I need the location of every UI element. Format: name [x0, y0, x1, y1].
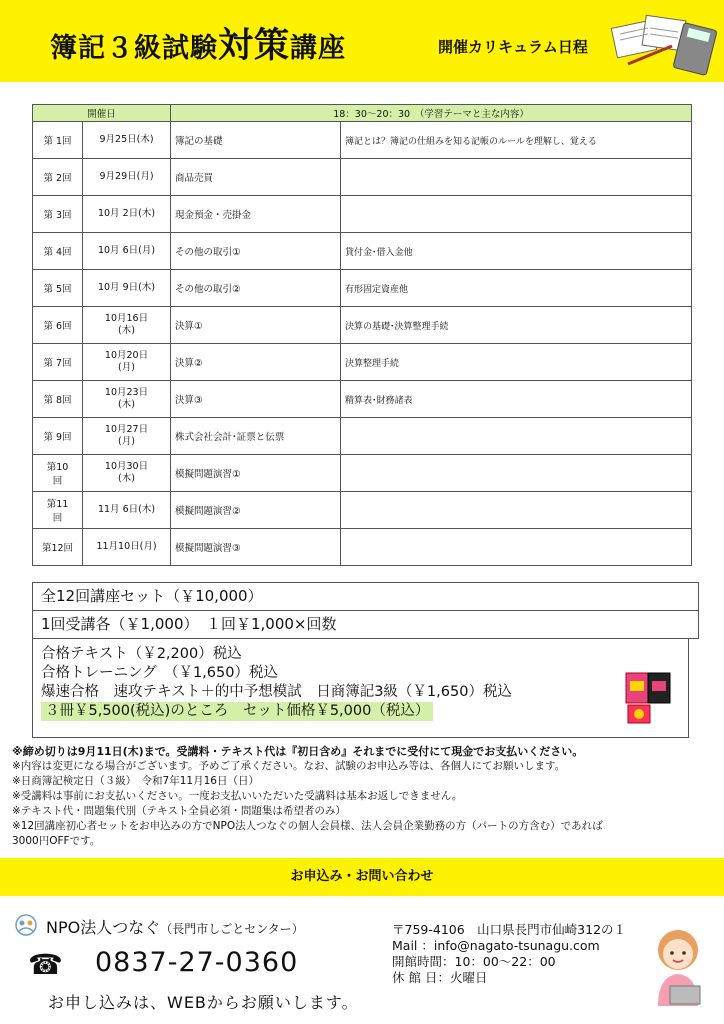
- mail-line[interactable]: Mail ：info@nagato-tsunagu.com: [392, 938, 600, 953]
- session-date: 10月 2日(木): [83, 196, 171, 233]
- closed-line: 休 館 日：火曜日: [392, 970, 488, 985]
- session-detail: [341, 418, 692, 455]
- table-row: [33, 196, 692, 233]
- session-number: 第 1回: [33, 122, 83, 159]
- table-row: [33, 418, 692, 455]
- session-topic: 模擬問題演習①: [171, 455, 341, 492]
- session-topic: 商品売買: [171, 159, 341, 196]
- set-price-highlight: ３冊￥5,500(税込)のところ セット価格￥5,000（税込）: [41, 702, 433, 721]
- table-row: [33, 492, 692, 529]
- session-number: 第 8回: [33, 381, 83, 418]
- table-row: [33, 159, 692, 196]
- table-row: [33, 122, 692, 159]
- schedule-table: [32, 104, 692, 566]
- note-item: ※テキスト代・問題集代別（テキスト全員必須・問題集は希望者のみ）: [12, 805, 346, 817]
- session-date: 10月27日 (月): [83, 418, 171, 455]
- session-number: 第11 回: [33, 492, 83, 529]
- page-title: 簿記３級試験対策講座: [50, 26, 347, 66]
- session-topic: 現金預金・売掛金: [171, 196, 341, 233]
- price-set: 全12回講座セット（￥10,000）: [32, 582, 699, 611]
- org-name: NPO法人つなぐ（長門市しごとセンター）: [46, 918, 304, 937]
- phone-number[interactable]: 0837-27-0360: [95, 947, 299, 978]
- table-row: [33, 455, 692, 492]
- session-number: 第12回: [33, 529, 83, 566]
- note-item: ※受講料は事前にお支払いください。一度お支払いいただいた受講料は基本お返しできません。: [12, 790, 463, 802]
- session-date: 10月20日 (月): [83, 344, 171, 381]
- textbook-price-3: 爆速合格 速攻テキスト＋的中予想模試 日商簿記3級（￥1,650）税込: [41, 684, 512, 700]
- session-topic: 決算①: [171, 307, 341, 344]
- session-date: 11月 6日(木): [83, 492, 171, 529]
- session-detail: 決算整理手続: [341, 344, 692, 381]
- session-number: 第 2回: [33, 159, 83, 196]
- note-deadline: ※締め切りは9月11日(木)まで。受講料・テキスト代は『初日含め』それまでに受付にて現金でお支払いください。: [12, 745, 584, 758]
- session-number: 第 4回: [33, 233, 83, 270]
- session-topic: 簿記の基礎: [171, 122, 341, 159]
- textbook-icon: [624, 669, 672, 725]
- session-topic: 株式会社会計･証票と伝票: [171, 418, 341, 455]
- staff-illustration: [648, 920, 708, 1006]
- session-date: 10月 6日(月): [83, 233, 171, 270]
- note-item: ※内容は変更になる場合がございます。予めご了承ください。なお、試験のお申込み等は、各個人にてお願いします。: [12, 760, 566, 772]
- session-detail: [341, 455, 692, 492]
- note-item: ※12回講座初心者セットをお申込みの方でNPO法人つなぐの個人会員様、法人会員企業勤務の方（パートの方含む）であれば: [12, 820, 603, 832]
- contact-address: [392, 922, 626, 986]
- session-number: 第 6回: [33, 307, 83, 344]
- session-detail: [341, 529, 692, 566]
- calculator-notebook-illustration: [608, 6, 720, 78]
- contact-bar: お申込み・お問い合わせ: [0, 858, 724, 896]
- session-number: 第 3回: [33, 196, 83, 233]
- header-banner: [0, 0, 724, 82]
- session-number: 第 5回: [33, 270, 83, 307]
- session-detail: 貸付金･借入金他: [341, 233, 692, 270]
- session-topic: 模擬問題演習②: [171, 492, 341, 529]
- session-detail: 精算表･財務諸表: [341, 381, 692, 418]
- session-topic: 決算③: [171, 381, 341, 418]
- session-date: 11月10日(月): [83, 529, 171, 566]
- session-date: 9月25日(木): [83, 122, 171, 159]
- session-number: 第 9回: [33, 418, 83, 455]
- textbook-price-2: 合格トレーニング （￥1,650）税込: [41, 665, 278, 681]
- session-detail: [341, 492, 692, 529]
- session-detail: 決算の基礎･決算整理手続: [341, 307, 692, 344]
- table-row: [33, 233, 692, 270]
- session-topic: その他の取引②: [171, 270, 341, 307]
- textbook-price-1: 合格テキスト（￥2,200）税込: [41, 646, 242, 662]
- textbook-prices: [32, 639, 689, 738]
- session-topic: 模擬問題演習③: [171, 529, 341, 566]
- session-topic: その他の取引①: [171, 233, 341, 270]
- table-row: [33, 307, 692, 344]
- session-date: 10月23日 (木): [83, 381, 171, 418]
- session-date: 10月 9日(木): [83, 270, 171, 307]
- session-detail: 簿記とは？簿記の仕組みを知る記帳のルールを理解し、覚える: [341, 122, 692, 159]
- session-topic: 決算②: [171, 344, 341, 381]
- phone-icon: ☎: [28, 948, 63, 981]
- table-row: [33, 270, 692, 307]
- hours-line: 開館時間：10：00～22：00: [392, 954, 556, 969]
- org-logo-icon: [14, 913, 38, 937]
- table-header-date: 開催日: [33, 105, 171, 122]
- apply-note: お申し込みは、WEBからお願いします。: [48, 993, 359, 1012]
- session-detail: [341, 196, 692, 233]
- page-subtitle: 開催カリキュラム日程: [438, 38, 588, 56]
- session-date: 10月16日 (木): [83, 307, 171, 344]
- table-row: [33, 529, 692, 566]
- price-single: 1回受講各（￥1,000） １回￥1,000×回数: [32, 610, 699, 639]
- session-date: 10月30日 (木): [83, 455, 171, 492]
- table-row: [33, 381, 692, 418]
- session-detail: [341, 159, 692, 196]
- session-number: 第 7回: [33, 344, 83, 381]
- session-date: 9月29日(月): [83, 159, 171, 196]
- notes: [12, 744, 716, 849]
- session-number: 第10 回: [33, 455, 83, 492]
- address-line: 〒759-4106 山口県長門市仙崎312の１: [392, 922, 627, 937]
- note-item: 3000円OFFです。: [12, 835, 101, 847]
- session-detail: 有形固定資産他: [341, 270, 692, 307]
- table-row: [33, 344, 692, 381]
- table-header-content: 18：30～20：30 （学習テーマと主な内容）: [171, 105, 692, 122]
- note-item: ※日商簿記検定日（３級） 令和7年11月16日（日）: [12, 775, 259, 787]
